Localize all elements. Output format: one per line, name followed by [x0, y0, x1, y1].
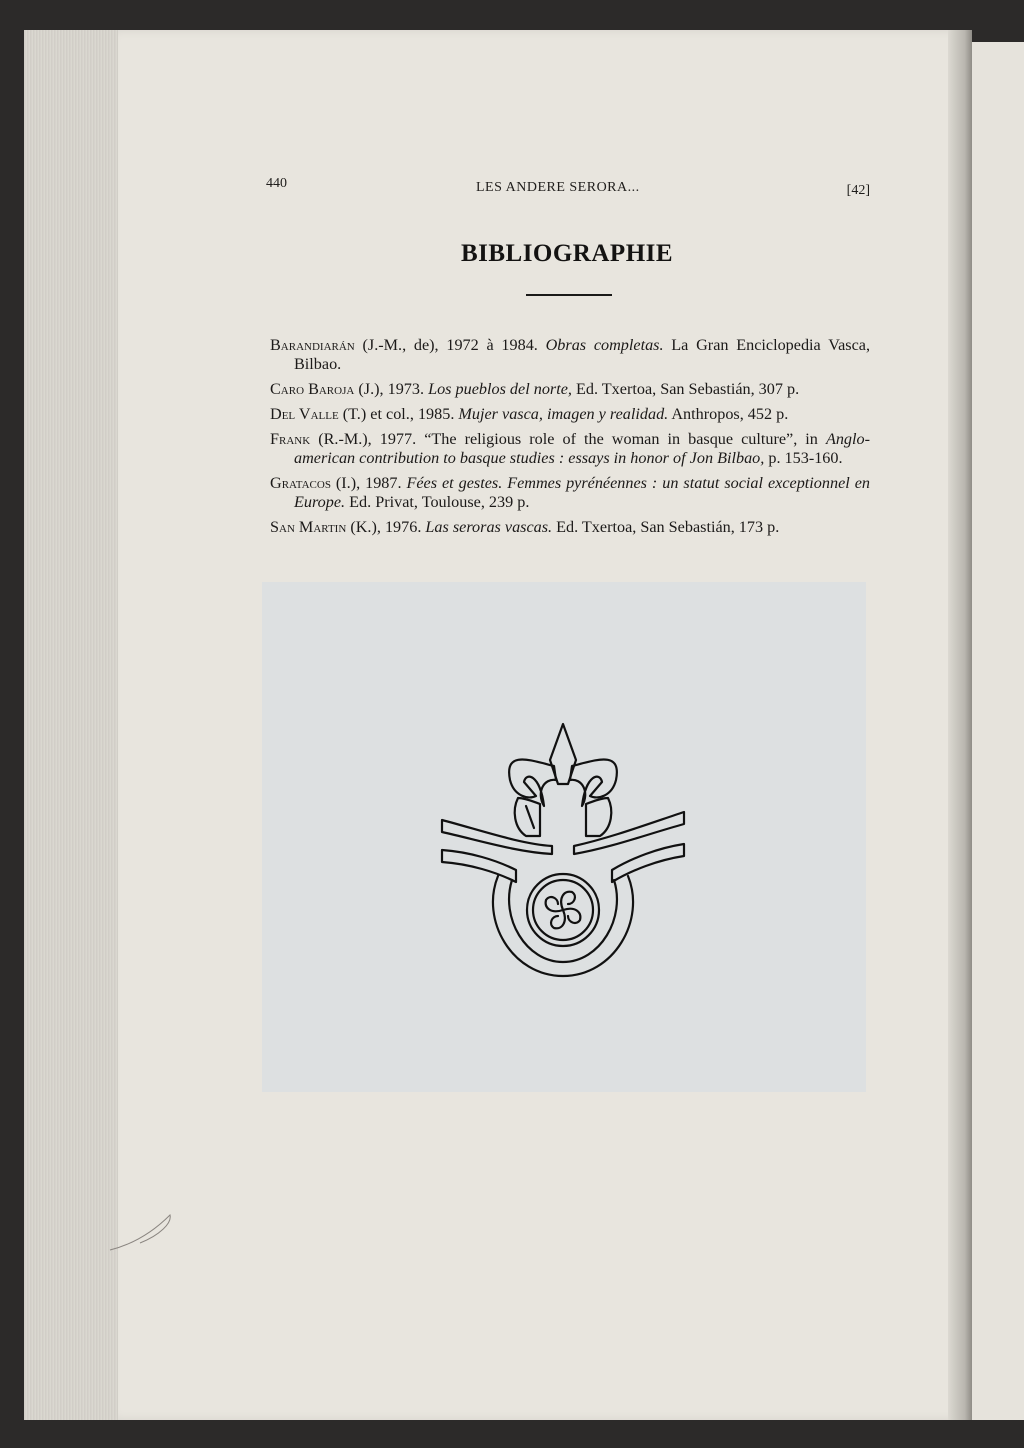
bib-publisher: p. 153-160. — [764, 449, 843, 467]
bib-title: Anglo-american contribution to basque studies : essays in honor of Jon Bilbao, — [294, 430, 870, 467]
bib-publisher: Anthropos, 452 p. — [668, 405, 789, 423]
bib-details: (T.) et col., 1985. — [338, 405, 459, 423]
bib-title: Las seroras vascas. — [425, 518, 553, 536]
page-number: 440 — [266, 176, 287, 191]
bib-publisher: La Gran Enciclopedia Vasca, Bilbao. — [294, 336, 870, 373]
bib-author: Del Valle — [270, 405, 339, 423]
bibliography-entry — [270, 405, 870, 424]
page-heading: BIBLIOGRAPHIE — [460, 240, 674, 267]
pencil-mark — [100, 1205, 180, 1255]
heading-rule — [526, 294, 612, 296]
bibliography-entry — [270, 380, 870, 399]
facing-page-edge — [968, 42, 1024, 1420]
bib-details: (K.), 1976. — [346, 518, 426, 536]
bib-details: (J.-M., de), 1972 à 1984. — [354, 336, 546, 354]
bib-author: San Martin — [270, 518, 347, 536]
bracket-page-number: [42] — [846, 183, 870, 198]
bib-publisher: Ed. Txertoa, San Sebastián, 173 p. — [552, 518, 780, 536]
bib-title: Fées et gestes. Femmes pyrénéennes : un statut social exceptionnel en Europe. — [294, 474, 870, 511]
bib-title: Los pueblos del norte, — [428, 380, 572, 398]
bib-author: Frank — [270, 430, 311, 448]
running-head — [262, 176, 872, 200]
bibliography-entry — [270, 430, 870, 468]
bibliography-list — [270, 336, 870, 543]
bib-author: Caro Baroja — [270, 380, 355, 398]
bibliography-entry — [270, 336, 870, 374]
bib-author: Gratacos — [270, 474, 331, 492]
bib-publisher: Ed. Privat, Toulouse, 239 p. — [345, 493, 530, 511]
bib-details: (J.), 1973. — [354, 380, 429, 398]
bib-title: Obras completas. — [545, 336, 664, 354]
book-gutter — [948, 30, 972, 1420]
bibliography-entry — [270, 518, 870, 537]
bib-details: (I.), 1987. — [330, 474, 407, 492]
running-title: LES ANDERE SERORA... — [476, 180, 640, 195]
bib-author: Barandiarán — [270, 336, 355, 354]
bib-publisher: Ed. Txertoa, San Sebastián, 307 p. — [571, 380, 800, 398]
bib-title: Mujer vasca, imagen y realidad. — [458, 405, 669, 423]
bibliography-entry — [270, 474, 870, 512]
basque-lauburu-emblem-icon — [440, 720, 686, 984]
bib-details: (R.-M.), 1977. “The religious role of the woman in basque culture”, in — [310, 430, 826, 448]
